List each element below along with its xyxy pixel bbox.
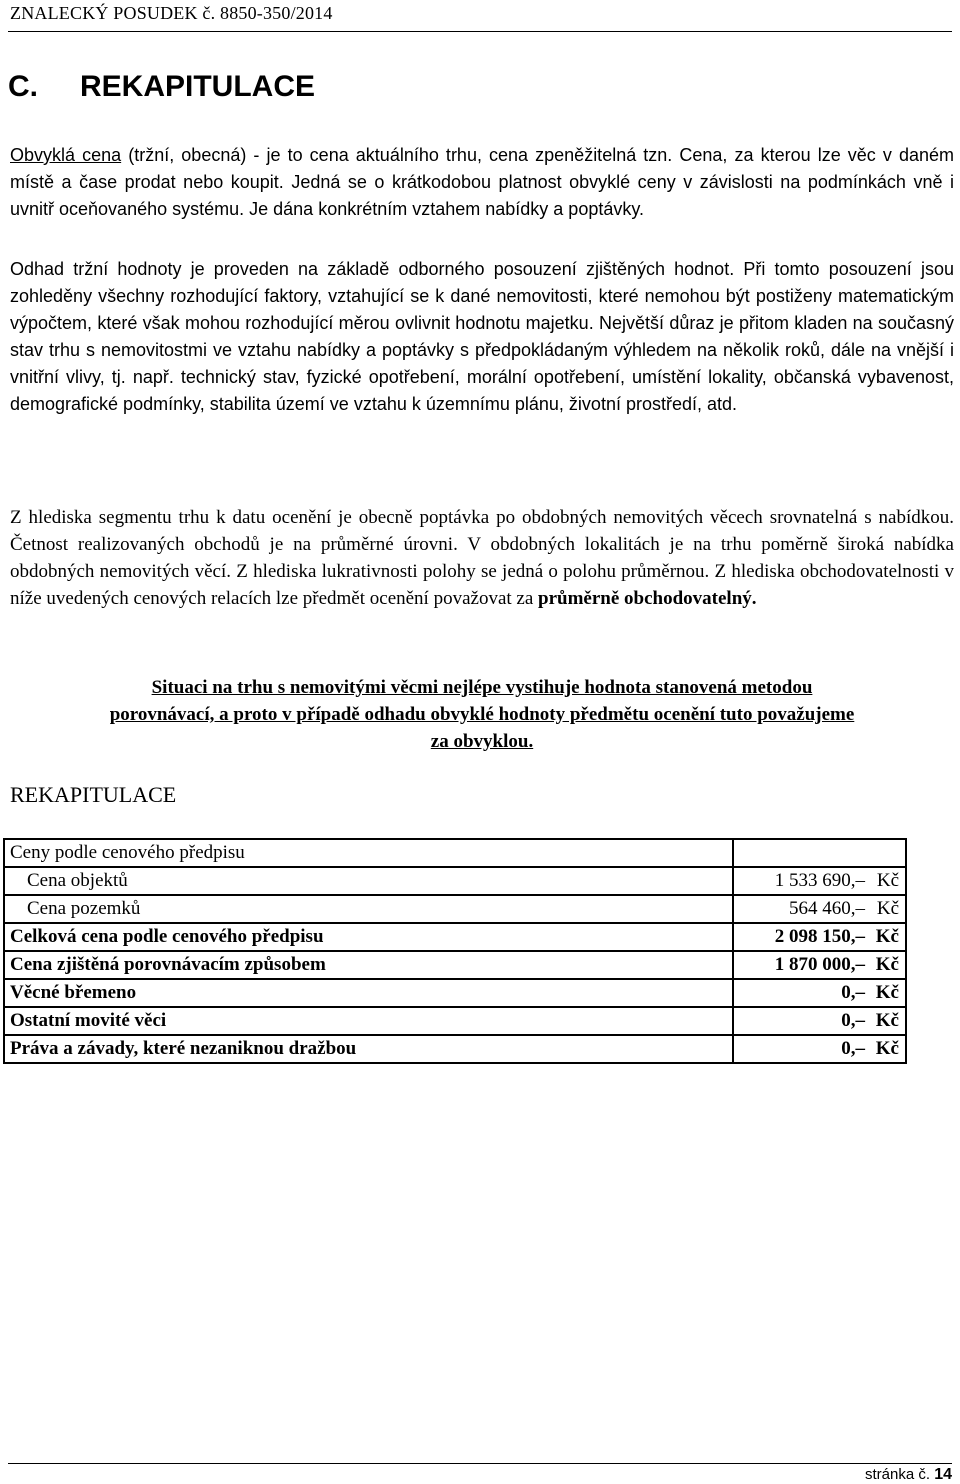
row-currency: Kč <box>876 870 899 891</box>
row-currency: Kč <box>875 1010 899 1031</box>
paragraph-obvykla-cena-text: (tržní, obecná) - je to cena aktuálního trhu, cena zpeněžitelná tzn. Cena, za kterou lze věc v daném místě a čase prodat nebo koupit. Jedná se o krátkodobou platnost obvyklé ceny v závislosti na podmínkách vně i uvnitř oceňovaného systému. Je dána konkrétním vztahem nabídky a poptávky. <box>10 145 954 219</box>
row-currency: Kč <box>875 954 899 975</box>
conclusion-line-2: porovnávací, a proto v případě odhadu obvyklé hodnoty předmětu ocenění tuto považujeme <box>109 704 855 725</box>
row-value-cell <box>733 1007 906 1035</box>
row-label: Cena pozemků <box>4 895 733 923</box>
page-footer <box>865 1466 952 1484</box>
table-row <box>4 1035 906 1063</box>
row-currency: Kč <box>875 926 899 947</box>
header-rule <box>8 31 952 32</box>
row-label: Ceny podle cenového předpisu <box>4 839 733 867</box>
row-value-cell <box>733 979 906 1007</box>
row-value-cell <box>733 895 906 923</box>
row-value: 0,– <box>841 982 865 1003</box>
row-currency: Kč <box>875 1038 899 1059</box>
table-row <box>4 867 906 895</box>
row-value-cell <box>733 867 906 895</box>
table-row <box>4 979 906 1007</box>
row-value: 1 533 690,– <box>774 870 865 891</box>
table-row <box>4 895 906 923</box>
row-label: Cena zjištěná porovnávacím způsobem <box>4 951 733 979</box>
row-value: 0,– <box>841 1038 865 1059</box>
conclusion-line-1: Situaci na trhu s nemovitými věcmi nejlépe vystihuje hodnota stanovená metodou <box>151 677 813 698</box>
section-title-text: REKAPITULACE <box>80 70 316 103</box>
row-label: Práva a závady, které nezaniknou dražbou <box>4 1035 733 1063</box>
table-row <box>4 839 906 867</box>
table-row <box>4 1007 906 1035</box>
rekapitulace-heading: REKAPITULACE <box>10 782 177 807</box>
table-row <box>4 951 906 979</box>
row-currency: Kč <box>875 982 899 1003</box>
row-value-cell <box>733 923 906 951</box>
paragraph-segment-text: Z hlediska segmentu trhu k datu ocenění je obecně poptávka po obdobných nemovitých věcech srovnatelná s nabídkou. Četnost realizovaných obchodů je na průměrné úrovni. V obdobných lokalitách je na trhu poměrně široká nabídka obdobných nemovitých věcí. Z hlediska lukrativnosti polohy se jedná o polohu průměrnou. Z hlediska obchodovatelnosti v níže uvedených cenových relacích lze předmět ocenění považovat za <box>10 507 954 609</box>
conclusion-line-3: za obvyklou. <box>430 731 534 752</box>
term-obvykla-cena: Obvyklá cena <box>10 145 122 165</box>
row-currency: Kč <box>876 898 899 919</box>
page-number: 14 <box>934 1466 952 1483</box>
row-value: 564 460,– <box>789 898 865 919</box>
row-label: Věcné břemeno <box>4 979 733 1007</box>
paragraph-obvykla-cena <box>10 142 954 223</box>
footer-rule <box>8 1463 952 1464</box>
paragraph-segment-bold: průměrně obchodovatelný. <box>538 588 757 609</box>
paragraph-segment <box>10 504 954 612</box>
section-number: C. <box>8 70 38 103</box>
row-label: Celková cena podle cenového předpisu <box>4 923 733 951</box>
row-value: 2 098 150,– <box>774 926 865 947</box>
row-value: 0,– <box>841 1010 865 1031</box>
row-value-cell <box>733 951 906 979</box>
paragraph-odhad: Odhad tržní hodnoty je proveden na základě odborného posouzení zjištěných hodnot. Při tomto posouzení jsou zohleděny všechny rozhodující faktory, vztahující se k dané nemovitosti, které nemohou být postiženy matematickým výpočtem, které však mohou rozhodující měrou ovlivnit hodnotu majetku. Největší důraz je přitom kladen na současný stav trhu s nemovitostmi ve vztahu nabídky a poptávky s předpokládaným výhledem na několik roků, dále na vnější i vnitřní vlivy, tj. např. technický stav, fyzické opotřebení, morální opotřebení, umístění lokality, občanská vybavenost, demografické podmínky, stabilita území ve vztahu k územnímu plánu, životní prostředí, atd. <box>10 259 954 414</box>
row-value: 1 870 000,– <box>774 954 865 975</box>
document-header: ZNALECKÝ POSUDEK č. 8850-350/2014 <box>10 3 333 23</box>
row-value-cell <box>733 839 906 867</box>
row-label: Cena objektů <box>4 867 733 895</box>
row-value-cell <box>733 1035 906 1063</box>
section-title <box>8 70 315 104</box>
row-label: Ostatní movité věci <box>4 1007 733 1035</box>
recap-table <box>3 838 907 1064</box>
table-row <box>4 923 906 951</box>
page-label: stránka č. <box>865 1466 931 1483</box>
